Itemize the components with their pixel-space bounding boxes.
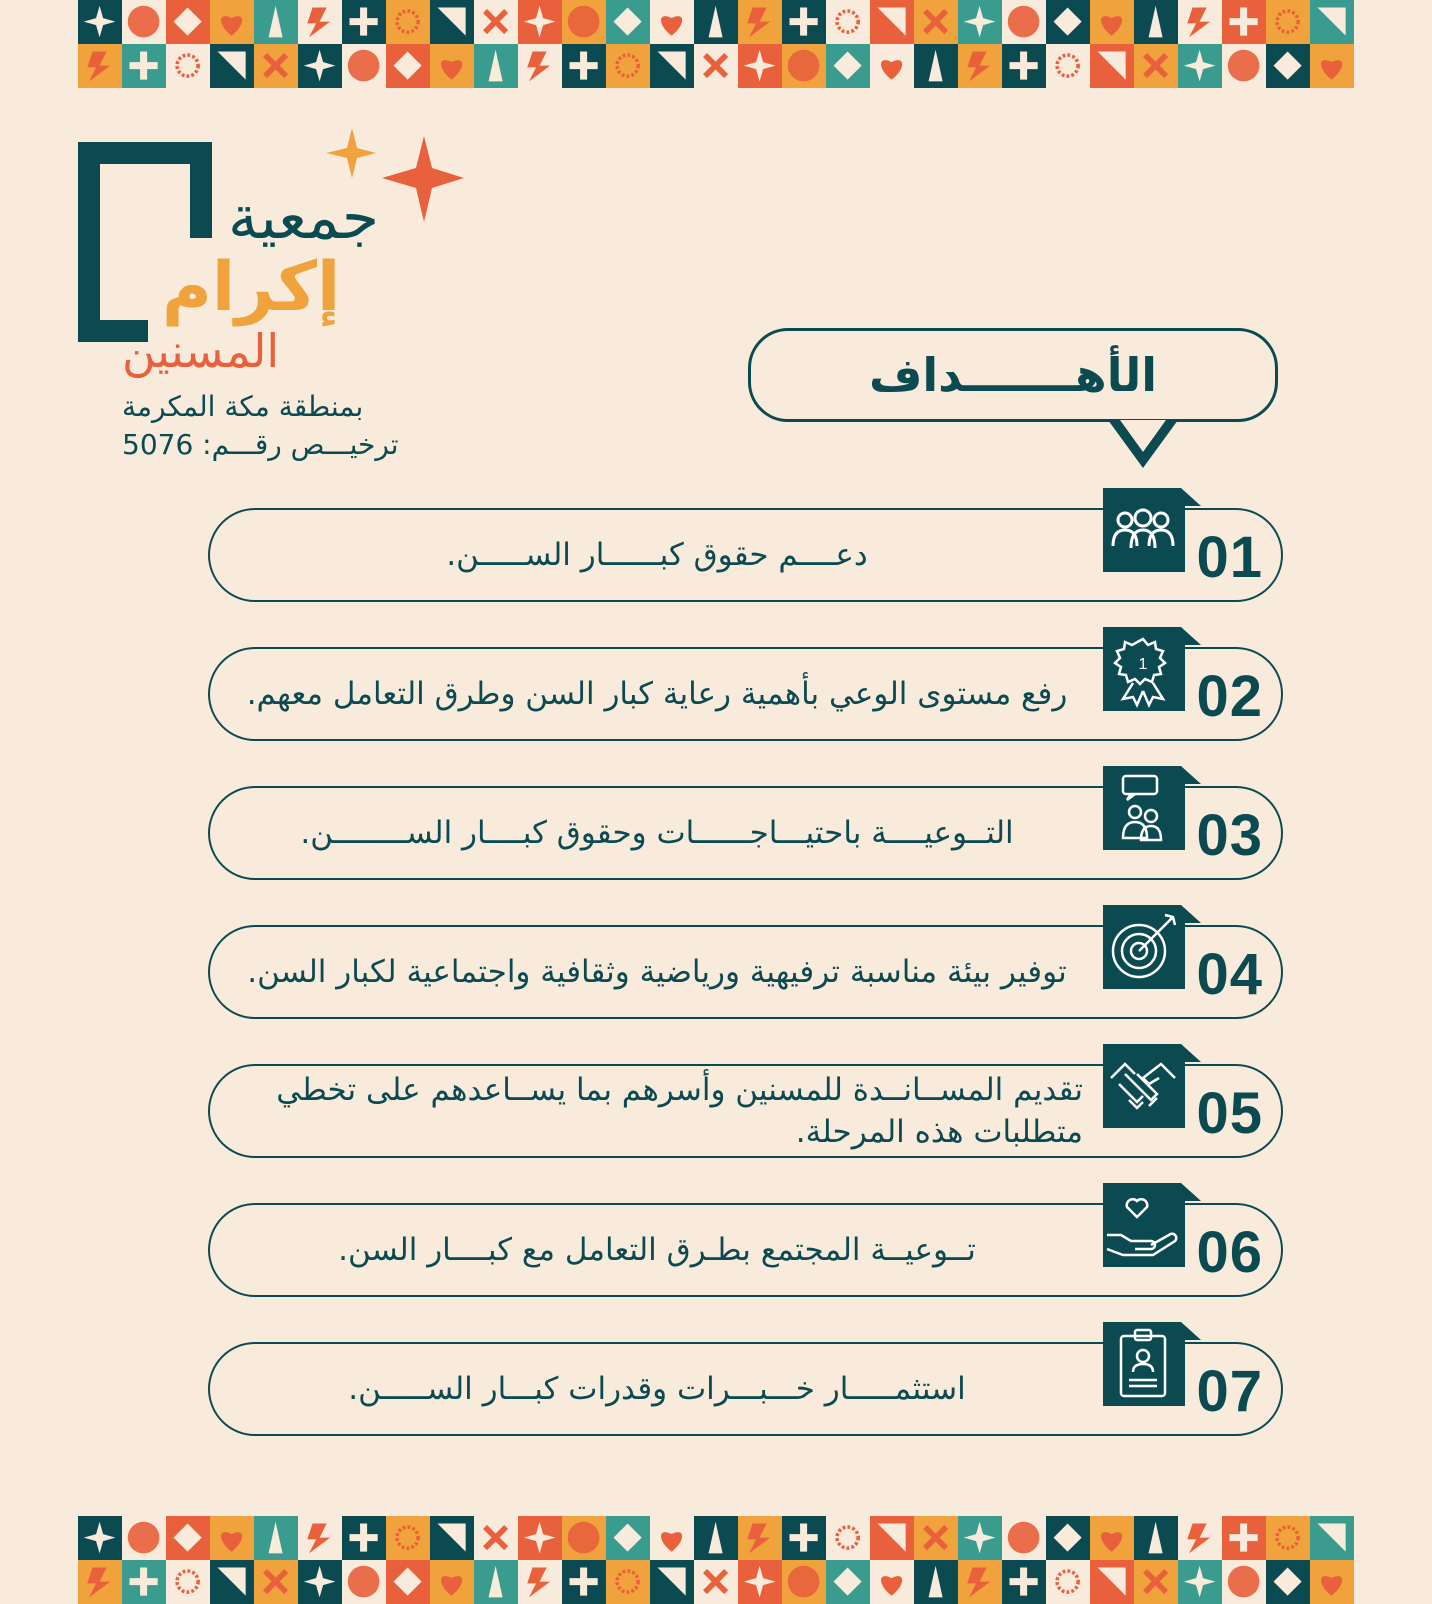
ornament-icon [830, 1520, 865, 1555]
award-badge-icon [1099, 627, 1201, 711]
goal-text: استثمـــــار خـــبـــرات وقدرات كبـــار الســـــن. [348, 1371, 966, 1407]
pattern-tile [826, 1516, 870, 1560]
pattern-tile [1134, 44, 1178, 88]
ornament-icon [126, 1520, 161, 1555]
pattern-tile [958, 1516, 1002, 1560]
goal-item-07 [208, 1342, 1283, 1436]
ornament-icon [302, 4, 337, 39]
ornament-icon [1094, 48, 1129, 83]
ornament-icon [1314, 4, 1349, 39]
pattern-tile [78, 44, 122, 88]
ornament-icon [1050, 1564, 1085, 1599]
pattern-tile [298, 44, 342, 88]
ornament-icon [830, 1564, 865, 1599]
ornament-icon [434, 48, 469, 83]
pattern-tile [650, 44, 694, 88]
pattern-tile [166, 1516, 210, 1560]
ornament-icon [82, 48, 117, 83]
pattern-tile [474, 1560, 518, 1604]
pattern-tile [254, 0, 298, 44]
pattern-tile [298, 0, 342, 44]
pattern-tile [1266, 1516, 1310, 1560]
pattern-tile [1046, 1560, 1090, 1604]
pattern-tile [386, 44, 430, 88]
ornament-icon [742, 48, 777, 83]
ornament-icon [390, 1564, 425, 1599]
pattern-tile [606, 0, 650, 44]
ornament-icon [522, 4, 557, 39]
pattern-tile [518, 44, 562, 88]
ornament-icon [698, 1520, 733, 1555]
ornament-icon [302, 1520, 337, 1555]
ornament-icon [786, 1520, 821, 1555]
pattern-tile [1222, 1516, 1266, 1560]
ornament-icon [258, 48, 293, 83]
goal-number: 02 [1196, 664, 1263, 729]
goals-title: الأهـــــــداف [868, 348, 1158, 402]
pattern-tile [342, 0, 386, 44]
ornament-icon [566, 1564, 601, 1599]
ornament-icon [346, 1520, 381, 1555]
ornament-icon [258, 1564, 293, 1599]
ornament-icon [82, 1520, 117, 1555]
pattern-tile [606, 1516, 650, 1560]
pattern-tile [210, 1516, 254, 1560]
ornament-icon [1006, 4, 1041, 39]
ornament-icon [566, 4, 601, 39]
ornament-icon [1094, 4, 1129, 39]
pattern-tile [914, 1560, 958, 1604]
pattern-tile [474, 1516, 518, 1560]
ornament-icon [126, 48, 161, 83]
pattern-tile [342, 1516, 386, 1560]
goal-number: 05 [1196, 1081, 1263, 1146]
ornament-icon [698, 1564, 733, 1599]
goal-item-06 [208, 1203, 1283, 1297]
pattern-tile [1002, 1560, 1046, 1604]
pattern-tile [782, 44, 826, 88]
ornament-icon [654, 1520, 689, 1555]
ornament-icon [1050, 4, 1085, 39]
goal-text: رفع مستوى الوعي بأهمية رعاية كبار السن وطرق التعامل معهم. [246, 676, 1068, 712]
pattern-tile [298, 1516, 342, 1560]
ornament-icon [258, 4, 293, 39]
pattern-tile [1090, 0, 1134, 44]
ornament-icon [1138, 1564, 1173, 1599]
ornament-icon [918, 4, 953, 39]
ornament-icon [170, 48, 205, 83]
ornament-icon [654, 1564, 689, 1599]
pattern-tile [870, 0, 914, 44]
pattern-tile [1002, 1516, 1046, 1560]
handshake-icon [1099, 1044, 1201, 1128]
ornament-icon [874, 1564, 909, 1599]
ornament-icon [654, 4, 689, 39]
pattern-tile [1178, 0, 1222, 44]
pattern-tile [518, 1560, 562, 1604]
ornament-icon [610, 1520, 645, 1555]
ornament-icon [786, 1564, 821, 1599]
ornament-icon [214, 1564, 249, 1599]
goals-title-box [748, 328, 1278, 422]
pattern-tile [738, 1516, 782, 1560]
pattern-tile [474, 0, 518, 44]
pattern-tile [738, 44, 782, 88]
pattern-tile [430, 1560, 474, 1604]
ornament-icon [82, 1564, 117, 1599]
ornament-icon [742, 4, 777, 39]
ornament-icon [126, 4, 161, 39]
goal-number: 07 [1196, 1359, 1263, 1424]
ornament-icon [214, 4, 249, 39]
goal-text: تــوعيــة المجتمع بطـرق التعامل مع كبــــار السن. [338, 1232, 976, 1268]
pattern-tile [166, 1560, 210, 1604]
pattern-tile [430, 1516, 474, 1560]
pattern-tile [1178, 44, 1222, 88]
pattern-tile [1266, 1560, 1310, 1604]
pattern-tile [1046, 0, 1090, 44]
ornament-icon [1270, 48, 1305, 83]
ornament-icon [1226, 1564, 1261, 1599]
ornament-icon [478, 1564, 513, 1599]
ornament-icon [874, 48, 909, 83]
pattern-tile [1222, 0, 1266, 44]
ornament-icon [1182, 4, 1217, 39]
pattern-tile [1266, 0, 1310, 44]
id-card-icon [1099, 1322, 1201, 1406]
ornament-icon [302, 48, 337, 83]
goal-text: التــوعيــــة باحتيـــاجــــــات وحقوق كبــــار الســــــــن. [300, 815, 1014, 851]
ornament-icon [874, 1520, 909, 1555]
ornament-icon [962, 1520, 997, 1555]
pattern-tile [1310, 44, 1354, 88]
ornament-icon [1138, 48, 1173, 83]
association-logo [78, 128, 478, 468]
ornament-icon [918, 1520, 953, 1555]
ornament-icon [478, 4, 513, 39]
pattern-tile [254, 1560, 298, 1604]
ornament-icon [214, 48, 249, 83]
ornament-icon [302, 1564, 337, 1599]
pattern-tile [386, 1516, 430, 1560]
ornament-icon [522, 48, 557, 83]
ornament-icon [962, 1564, 997, 1599]
ornament-icon [1226, 4, 1261, 39]
pattern-tile [122, 1560, 166, 1604]
ornament-icon [962, 48, 997, 83]
pattern-tile [826, 0, 870, 44]
ornament-icon [1050, 1520, 1085, 1555]
ornament-icon [1138, 4, 1173, 39]
pattern-tile [210, 44, 254, 88]
pattern-tile [562, 1516, 606, 1560]
chat-people-icon [1099, 766, 1201, 850]
pattern-tile [1178, 1516, 1222, 1560]
pattern-tile [1046, 44, 1090, 88]
ornament-icon [742, 1564, 777, 1599]
pattern-tile [694, 1516, 738, 1560]
logo-word-ikram: إكرام [162, 248, 341, 327]
pattern-tile [606, 44, 650, 88]
pattern-tile [1090, 44, 1134, 88]
pattern-tile [342, 44, 386, 88]
ornament-icon [566, 1520, 601, 1555]
ornament-icon [434, 1564, 469, 1599]
ornament-icon [390, 48, 425, 83]
bottom-pattern-band [78, 1516, 1354, 1604]
pattern-tile [78, 1560, 122, 1604]
ornament-icon [434, 1520, 469, 1555]
goal-number: 01 [1196, 525, 1263, 590]
logo-license: ترخيـــص رقـــم: 5076 [122, 428, 399, 461]
pattern-tile [958, 1560, 1002, 1604]
ornament-icon [1314, 1520, 1349, 1555]
pattern-tile [1046, 1516, 1090, 1560]
ornament-icon [522, 1564, 557, 1599]
pattern-tile [562, 44, 606, 88]
ornament-icon [170, 4, 205, 39]
down-arrow-icon [1106, 418, 1180, 472]
pattern-tile [122, 0, 166, 44]
pattern-tile [254, 44, 298, 88]
pattern-tile [694, 44, 738, 88]
ornament-icon [1314, 48, 1349, 83]
pattern-tile [958, 0, 1002, 44]
logo-word-association: جمعية [228, 183, 379, 253]
ornament-icon [170, 1520, 205, 1555]
goal-text: توفير بيئة مناسبة ترفيهية ورياضية وثقافية واجتماعية لكبار السن. [247, 954, 1067, 990]
ornament-icon [918, 48, 953, 83]
ornament-icon [742, 1520, 777, 1555]
pattern-tile [1178, 1560, 1222, 1604]
group-people-icon [1099, 488, 1201, 572]
pattern-tile [1310, 1560, 1354, 1604]
pattern-tile [826, 44, 870, 88]
ornament-icon [214, 1520, 249, 1555]
logo-word-elderly: المسنين [122, 324, 280, 378]
pattern-tile [474, 44, 518, 88]
ornament-icon [170, 1564, 205, 1599]
ornament-icon [478, 1520, 513, 1555]
ornament-icon [698, 48, 733, 83]
ornament-icon [698, 4, 733, 39]
pattern-tile [562, 1560, 606, 1604]
pattern-tile [1266, 44, 1310, 88]
pattern-tile [1134, 1516, 1178, 1560]
pattern-tile [122, 1516, 166, 1560]
goal-item-04 [208, 925, 1283, 1019]
pattern-tile [342, 1560, 386, 1604]
pattern-tile [826, 1560, 870, 1604]
pattern-tile [1134, 1560, 1178, 1604]
goal-number: 04 [1196, 942, 1263, 1007]
pattern-tile [1002, 44, 1046, 88]
ornament-icon [1270, 4, 1305, 39]
ornament-icon [126, 1564, 161, 1599]
goal-item-02 [208, 647, 1283, 741]
ornament-icon [1270, 1520, 1305, 1555]
ornament-icon [1226, 1520, 1261, 1555]
pattern-tile [78, 0, 122, 44]
goal-number: 03 [1196, 803, 1263, 868]
ornament-icon [1094, 1564, 1129, 1599]
pattern-tile [518, 1516, 562, 1560]
ornament-icon [610, 4, 645, 39]
ornament-icon [1094, 1520, 1129, 1555]
pattern-tile [78, 1516, 122, 1560]
pattern-tile [122, 44, 166, 88]
ornament-icon [1314, 1564, 1349, 1599]
pattern-tile [386, 1560, 430, 1604]
ornament-icon [962, 4, 997, 39]
ornament-icon [82, 4, 117, 39]
goal-item-03 [208, 786, 1283, 880]
pattern-tile [782, 0, 826, 44]
pattern-tile [1002, 0, 1046, 44]
svg-text:1: 1 [1138, 656, 1148, 673]
pattern-tile [1310, 1516, 1354, 1560]
pattern-tile [870, 1516, 914, 1560]
ornament-icon [346, 48, 381, 83]
goal-number: 06 [1196, 1220, 1263, 1285]
pattern-tile [430, 0, 474, 44]
ornament-icon [478, 48, 513, 83]
ornament-icon [874, 4, 909, 39]
ornament-icon [1138, 1520, 1173, 1555]
ornament-icon [1182, 1520, 1217, 1555]
pattern-tile [914, 44, 958, 88]
pattern-tile [166, 44, 210, 88]
pattern-tile [870, 44, 914, 88]
ornament-icon [390, 4, 425, 39]
ornament-icon [786, 48, 821, 83]
ornament-icon [1270, 1564, 1305, 1599]
pattern-tile [958, 44, 1002, 88]
pattern-tile [430, 44, 474, 88]
goal-item-01 [208, 508, 1283, 602]
ornament-icon [610, 1564, 645, 1599]
pattern-tile [914, 0, 958, 44]
ornament-icon [346, 1564, 381, 1599]
pattern-tile [870, 1560, 914, 1604]
ornament-icon [830, 4, 865, 39]
pattern-tile [650, 1516, 694, 1560]
goal-text: دعــــم حقوق كبــــــار الســـــن. [446, 537, 868, 573]
top-pattern-band [78, 0, 1354, 88]
ornament-icon [1226, 48, 1261, 83]
pattern-tile [606, 1560, 650, 1604]
pattern-tile [650, 0, 694, 44]
pattern-tile [650, 1560, 694, 1604]
pattern-tile [782, 1560, 826, 1604]
pattern-tile [254, 1516, 298, 1560]
ornament-icon [1006, 48, 1041, 83]
ornament-icon [918, 1564, 953, 1599]
ornament-icon [346, 4, 381, 39]
pattern-tile [738, 0, 782, 44]
ornament-icon [654, 48, 689, 83]
pattern-tile [1310, 0, 1354, 44]
pattern-tile [694, 0, 738, 44]
pattern-tile [1090, 1516, 1134, 1560]
ornament-icon [1006, 1564, 1041, 1599]
pattern-tile [782, 1516, 826, 1560]
pattern-tile [518, 0, 562, 44]
ornament-icon [258, 1520, 293, 1555]
pattern-tile [738, 1560, 782, 1604]
pattern-tile [210, 1560, 254, 1604]
ornament-icon [1182, 48, 1217, 83]
pattern-tile [1090, 1560, 1134, 1604]
ornament-icon [1006, 1520, 1041, 1555]
ornament-icon [566, 48, 601, 83]
pattern-tile [562, 0, 606, 44]
goal-item-05 [208, 1064, 1283, 1158]
goal-text: تقديم المســانــدة للمسنين وأسرهم بما يســاعدهم على تخطي متطلبات هذه المرحلة. [276, 1072, 1083, 1150]
pattern-tile [914, 1516, 958, 1560]
ornament-icon [786, 4, 821, 39]
heart-hand-icon [1099, 1183, 1201, 1267]
logo-region: بمنطقة مكة المكرمة [122, 390, 364, 423]
ornament-icon [522, 1520, 557, 1555]
ornament-icon [434, 4, 469, 39]
ornament-icon [830, 48, 865, 83]
pattern-tile [210, 0, 254, 44]
ornament-icon [390, 1520, 425, 1555]
pattern-tile [298, 1560, 342, 1604]
ornament-icon [1050, 48, 1085, 83]
ornament-icon [1182, 1564, 1217, 1599]
target-icon [1099, 905, 1201, 989]
ornament-icon [610, 48, 645, 83]
pattern-tile [1222, 1560, 1266, 1604]
pattern-tile [1222, 44, 1266, 88]
pattern-tile [1134, 0, 1178, 44]
pattern-tile [386, 0, 430, 44]
pattern-tile [694, 1560, 738, 1604]
pattern-tile [166, 0, 210, 44]
